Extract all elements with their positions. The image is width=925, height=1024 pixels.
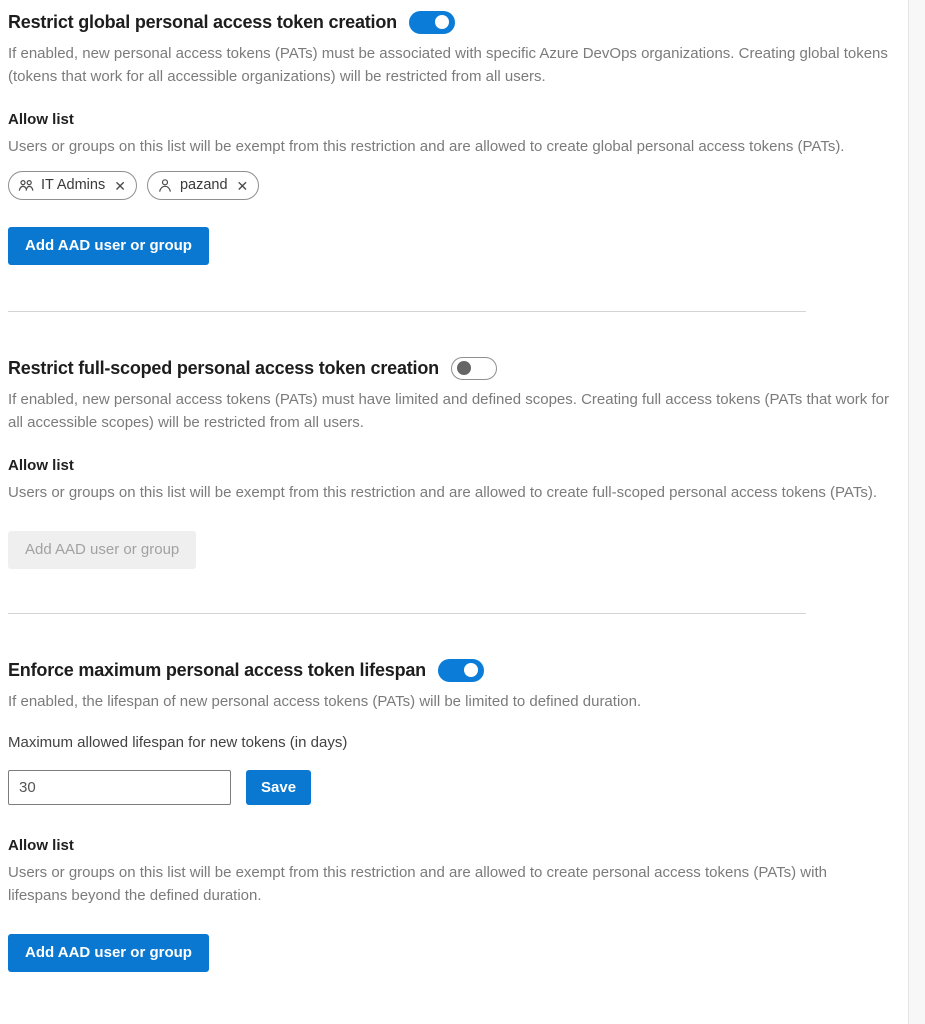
section-title: Restrict full-scoped personal access token creation bbox=[8, 358, 439, 378]
chip-remove-icon[interactable]: ✕ bbox=[236, 177, 249, 194]
allow-list-description: Users or groups on this list will be exempt from this restriction and are allowed to create personal access tokens (PATs) with lifespans beyond the defined duration. bbox=[8, 864, 827, 904]
allow-list-chips bbox=[8, 171, 892, 200]
chip-it-admins bbox=[8, 171, 137, 200]
section-title-row bbox=[8, 356, 892, 380]
chip-pazand bbox=[147, 171, 259, 200]
add-aad-user-or-group-button[interactable]: Add AAD user or group bbox=[8, 934, 209, 972]
section-restrict-fullscoped-pat bbox=[8, 356, 892, 614]
restrict-global-pat-toggle[interactable] bbox=[409, 11, 455, 34]
allow-list-label: Allow list bbox=[8, 111, 74, 128]
section-description: If enabled, new personal access tokens (PATs) must have limited and defined scopes. Creating full access tokens (PATs that work for all accessible scopes) will be restricted from all users. bbox=[8, 391, 889, 431]
section-title: Enforce maximum personal access token lifespan bbox=[8, 660, 426, 680]
lifespan-input-row bbox=[8, 770, 892, 805]
add-aad-user-or-group-button-disabled: Add AAD user or group bbox=[8, 531, 196, 569]
toggle-knob bbox=[457, 361, 471, 375]
allow-list-description: Users or groups on this list will be exempt from this restriction and are allowed to create full-scoped personal access tokens (PATs). bbox=[8, 484, 877, 501]
add-aad-user-or-group-button[interactable]: Add AAD user or group bbox=[8, 227, 209, 265]
section-description: If enabled, the lifespan of new personal access tokens (PATs) will be limited to defined duration. bbox=[8, 693, 642, 710]
save-button[interactable]: Save bbox=[246, 770, 311, 805]
toggle-knob bbox=[464, 663, 478, 677]
enforce-max-lifespan-toggle[interactable] bbox=[438, 659, 484, 682]
group-icon bbox=[18, 178, 34, 194]
section-description: If enabled, new personal access tokens (PATs) must be associated with specific Azure DevOps organizations. Creating global tokens (tokens that work for all accessible organizations) will be restricted from all users. bbox=[8, 45, 888, 85]
chip-remove-icon[interactable]: ✕ bbox=[114, 177, 126, 194]
max-lifespan-field-label: Maximum allowed lifespan for new tokens (in days) bbox=[8, 734, 348, 751]
allow-list-label: Allow list bbox=[8, 837, 74, 854]
chip-label: pazand bbox=[179, 177, 228, 194]
toggle-knob bbox=[435, 15, 449, 29]
section-enforce-max-lifespan bbox=[8, 658, 892, 972]
allow-list-description: Users or groups on this list will be exempt from this restriction and are allowed to create global personal access tokens (PATs). bbox=[8, 138, 845, 155]
section-restrict-global-pat bbox=[8, 10, 892, 312]
section-divider bbox=[8, 311, 806, 312]
section-divider bbox=[8, 613, 806, 614]
section-title-row bbox=[8, 658, 892, 682]
restrict-fullscoped-pat-toggle[interactable] bbox=[451, 357, 497, 380]
section-title: Restrict global personal access token creation bbox=[8, 12, 397, 32]
max-lifespan-input[interactable] bbox=[8, 770, 231, 805]
section-title-row bbox=[8, 10, 892, 34]
person-icon bbox=[157, 178, 173, 194]
allow-list-label: Allow list bbox=[8, 457, 74, 474]
page-gutter bbox=[908, 0, 925, 1024]
chip-label: IT Admins bbox=[41, 177, 106, 194]
